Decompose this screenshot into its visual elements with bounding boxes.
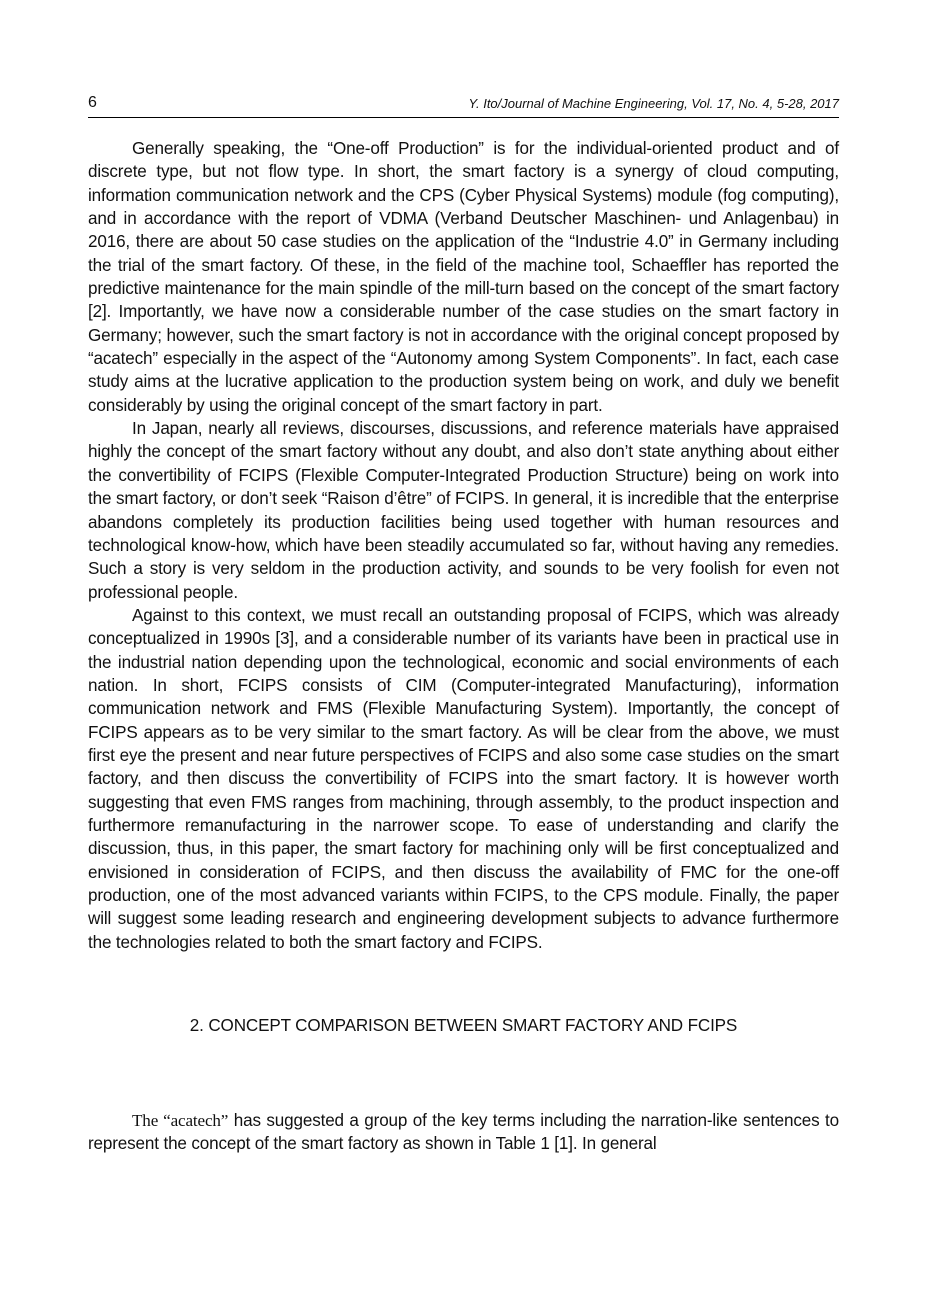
- paragraph-fcips-proposal: Against to this context, we must recall an outstanding proposal of FCIPS, which was already conceptualized in 1990s [3], and a considerable number of its variants have been in practical use in the industrial nation depending upon the technological, economic and social environments of each nation. In short, FCIPS consists of CIM (Computer-integrated Manufacturing), information communication network and FMS (Flexible Manufacturing System). Importantly, the concept of FCIPS appears as to be very similar to the smart factory. As will be clear from the above, we must first eye the present and near future perspectives of FCIPS and also some case studies on the smart factory, and then discuss the convertibility of FCIPS into the smart factory. It is however worth suggesting that even FMS ranges from machining, through assembly, to the product inspection and furthermore remanufacturing in the narrower scope. To ease of understanding and clarify the discussion, thus, in this paper, the smart factory for machining only will be first conceptualized and envisioned in consideration of FCIPS, and then discuss the availability of FMC for the one-off production, one of the most advanced variants within FCIPS, to the CPS module. Finally, the paper will suggest some leading research and engineering development subjects to advance furthermore the technologies related to both the smart factory and FCIPS.: [88, 605, 839, 952]
- paragraph-one-off-production: Generally speaking, the “One-off Production” is for the individual-oriented product and of discrete type, but not flow type. In short, the smart factory is a synergy of cloud computing, information communication network and the CPS (Cyber Physical Systems) module (fog computing), and in accordance with the report of VDMA (Verband Deutscher Maschinen- und Anlagenbau) in 2016, there are about 50 case studies on the application of the “Industrie 4.0” in Germany including the trial of the smart factory. Of these, in the field of the machine tool, Schaeffler has reported the predictive maintenance for the main spindle of the mill-turn based on the concept of the smart factory [2]. Importantly, we have now a considerable number of the case studies on the smart factory in Germany; however, such the smart factory is not in accordance with the original concept proposed by “acatech” especially in the aspect of the “Autonomy among System Components”. In fact, each case study aims at the lucrative application to the production system being on work, and duly we benefit considerably by using the original concept of the smart factory in part.: [88, 139, 839, 415]
- running-head: Y. Ito/Journal of Machine Engineering, Vol. 17, No. 4, 5-28, 2017: [468, 96, 839, 111]
- body-text: [88, 137, 839, 954]
- paragraph-acatech-lead: The “acatech”: [132, 1111, 229, 1130]
- paragraph-acatech-rest: has suggested a group of the key terms including the narration-like sentences to represent the concept of the smart factory as shown in Table 1 [1]. In general: [88, 1111, 839, 1154]
- section-body-text: [88, 1109, 839, 1156]
- paragraph-japan-reviews: In Japan, nearly all reviews, discourses, discussions, and reference materials have appraised highly the concept of the smart factory without any doubt, and also don’t state anything about either the convertibility of FCIPS (Flexible Computer-Integrated Production Structure) being on work into the smart factory, or don’t seek “Raison d’être” of FCIPS. In general, it is incredible that the enterprise abandons completely its production facilities being used together with human resources and technological know-how, which have been steadily accumulated so far, without having any remedies. Such a story is very seldom in the production activity, and sounds to be very foolish for even not professional people.: [88, 419, 839, 602]
- page-header: [88, 93, 839, 118]
- page-number: 6: [88, 94, 97, 111]
- section-heading: 2. CONCEPT COMPARISON BETWEEN SMART FACTORY AND FCIPS: [189, 1016, 738, 1035]
- paragraph-acatech-key-terms: [88, 1109, 839, 1156]
